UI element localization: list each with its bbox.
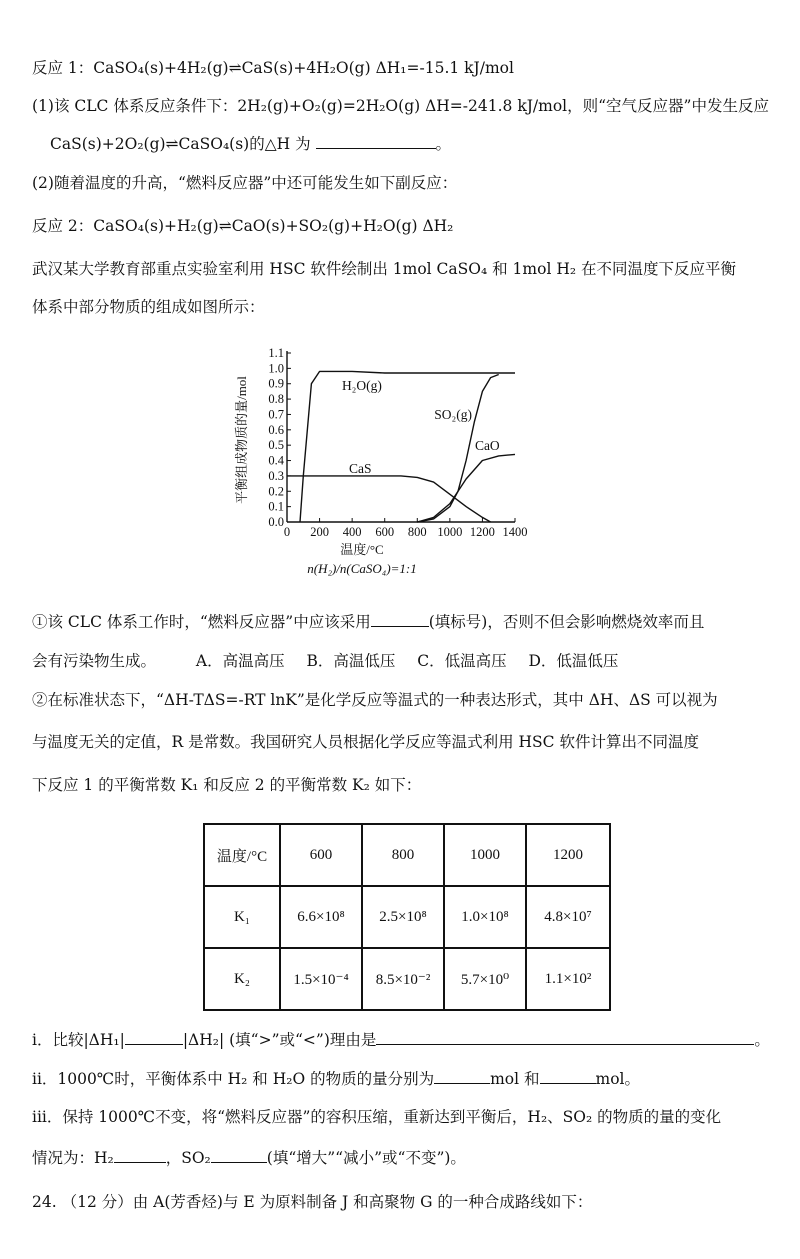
question-1-line2	[50, 134, 451, 154]
sub-question-2-line2: 与温度无关的定值，R 是常数。我国研究人员根据化学反应等温式利用 HSC 软件计算出不同温度	[32, 733, 699, 751]
table-row-label: K₂	[204, 948, 280, 1010]
question-ii-text: ii．1000℃时，平衡体系中 H₂ 和 H₂O 的物质的量分别为	[32, 1070, 435, 1088]
answer-blank-h2-change[interactable]	[114, 1148, 166, 1163]
series-label-0: H₂O(g)	[341, 377, 382, 393]
table-cell: 6.6×10⁸	[280, 886, 362, 948]
question-i-text-mid: |ΔH₂| (填“>”或“<”)理由是	[182, 1031, 377, 1049]
y-tick-label: 0.0	[268, 515, 284, 529]
x-axis-label: 温度/°C	[340, 542, 384, 557]
question-iii-text-mid: ，SO₂	[165, 1149, 211, 1167]
y-tick-label: 0.9	[268, 376, 284, 391]
sub-question-2-line3: 下反应 1 的平衡常数 K₁ 和反应 2 的平衡常数 K₂ 如下：	[32, 776, 422, 794]
reaction-1-equation: CaSO₄(s)+4H₂(g)⇌CaS(s)+4H₂O(g) ΔH₁=-15.1 kJ/mol	[93, 59, 514, 77]
x-tick-label: 800	[407, 525, 427, 539]
context-line1: 武汉某大学教育部重点实验室利用 HSC 软件绘制出 1mol CaSO₄ 和 1mol H₂ 在不同温度下反应平衡	[32, 260, 736, 278]
table-row	[204, 948, 610, 1010]
answer-blank-so2-change[interactable]	[211, 1148, 267, 1163]
question-1-line2-text: CaS(s)+2O₂(g)⇌CaSO₄(s)的△H 为	[50, 135, 311, 153]
reaction-1	[32, 58, 514, 78]
table-cell: 1.5×10⁻⁴	[280, 948, 362, 1010]
question-i-text-end: 。	[754, 1031, 770, 1049]
question-iii-line1: iii．保持 1000℃不变，将“燃料反应器”的容积压缩，重新达到平衡后，H₂、SO₂ 的物质的量的变化	[32, 1108, 722, 1126]
sub-question-1-line2-text: 会有污染物生成。	[32, 652, 157, 670]
question-ii	[32, 1069, 640, 1089]
table-cell: 4.8×10⁷	[526, 886, 610, 948]
table-cell: 2.5×10⁸	[362, 886, 444, 948]
equilibrium-composition-chart	[232, 345, 532, 585]
reaction-1-label: 反应 1：	[32, 59, 94, 77]
x-tick-label: 200	[310, 525, 329, 539]
table-header-cell: 1200	[526, 824, 610, 886]
question-1-line2-end: 。	[435, 135, 452, 153]
y-tick-label: 1.1	[268, 346, 284, 360]
option-c: C．低温高压	[417, 652, 507, 670]
answer-blank-compare[interactable]	[125, 1030, 183, 1045]
table-header-cell: 温度/°C	[204, 824, 280, 886]
table-row-label: K₁	[204, 886, 280, 948]
equilibrium-constant-table	[203, 823, 611, 1011]
y-tick-label: 0.5	[268, 438, 284, 453]
x-tick-label: 600	[375, 525, 395, 539]
sub-question-1-line1	[32, 612, 704, 632]
question-iii-line2	[32, 1148, 466, 1168]
x-tick-label: 400	[342, 525, 362, 539]
question-iii-text: 情况为：H₂	[32, 1149, 114, 1167]
context-line2: 体系中部分物质的组成如图所示：	[32, 298, 265, 316]
option-a: A．高温高压	[195, 652, 285, 670]
x-tick-label: 1200	[469, 525, 495, 539]
x-tick-label: 1000	[437, 525, 463, 539]
x-tick-label: 0	[283, 525, 291, 539]
y-tick-label: 0.6	[268, 422, 284, 437]
y-tick-label: 0.3	[268, 468, 284, 483]
y-tick-label: 0.7	[268, 407, 284, 422]
table-cell: 1.1×10²	[526, 948, 610, 1010]
question-1-line1: (1)该 CLC 体系反应条件下：2H₂(g)+O₂(g)=2H₂O(g) ΔH=-241.8 kJ/mol，则“空气反应器”中发生反应	[32, 97, 769, 115]
table-header-cell: 800	[362, 824, 444, 886]
y-tick-label: 0.1	[268, 499, 284, 514]
y-tick-label: 0.4	[268, 453, 284, 468]
reaction-2	[32, 216, 453, 236]
y-tick-label: 1.0	[268, 361, 284, 376]
sub-question-1-text: ①该 CLC 体系工作时，“燃料反应器”中应该采用	[32, 613, 371, 631]
x-tick-label: 1400	[502, 525, 528, 539]
question-ii-text-end: mol。	[595, 1070, 640, 1088]
table-header-cell: 1000	[444, 824, 526, 886]
y-tick-label: 0.2	[268, 484, 284, 499]
table-cell: 1.0×10⁸	[444, 886, 526, 948]
sub-question-1-text-end: (填标号)，否则不但会影响燃烧效率而且	[428, 613, 705, 631]
answer-blank-reason[interactable]	[376, 1030, 754, 1045]
table-row	[204, 886, 610, 948]
series-label-3: CaO	[474, 437, 500, 453]
y-axis-label: 平衡组成物质的量/mol	[234, 376, 249, 504]
answer-blank-condition[interactable]	[371, 612, 429, 627]
question-i-text: i．比较|ΔH₁|	[32, 1031, 125, 1049]
series-line-3	[417, 454, 515, 522]
sub-question-2-line1: ②在标准状态下，“ΔH-TΔS=-RT lnK”是化学反应等温式的一种表达形式，其中 ΔH、ΔS 可以视为	[32, 691, 718, 709]
table-header-row	[204, 824, 610, 886]
table-header-cell: 600	[280, 824, 362, 886]
question-iii-text-end: (填“增大”“减小”或“不变”)。	[266, 1149, 466, 1167]
series-label-2: CaS	[349, 460, 372, 476]
answer-blank-delta-h[interactable]	[316, 134, 436, 149]
answer-blank-h2o-amount[interactable]	[540, 1069, 596, 1084]
reaction-2-label: 反应 2：	[32, 217, 94, 235]
question-ii-text-mid: mol 和	[490, 1070, 540, 1088]
table-cell: 5.7×10⁰	[444, 948, 526, 1010]
answer-blank-h2-amount[interactable]	[434, 1069, 490, 1084]
series-label-1: SO₂(g)	[434, 407, 472, 423]
sub-question-1-line2	[32, 651, 618, 671]
option-b: B．高温低压	[306, 652, 396, 670]
chart-caption: n(H₂)/n(CaSO₄)=1:1	[307, 561, 417, 576]
question-2-intro: (2)随着温度的升高，“燃料反应器”中还可能发生如下副反应：	[32, 174, 458, 192]
question-24: 24. （12 分）由 A(芳香烃)与 E 为原料制备 J 和高聚物 G 的一种合成路线如下：	[32, 1193, 593, 1211]
question-i	[32, 1030, 770, 1050]
table-cell: 8.5×10⁻²	[362, 948, 444, 1010]
reaction-2-equation: CaSO₄(s)+H₂(g)⇌CaO(s)+SO₂(g)+H₂O(g) ΔH₂	[93, 217, 454, 235]
option-d: D．低温低压	[528, 652, 619, 670]
y-tick-label: 0.8	[268, 392, 284, 407]
